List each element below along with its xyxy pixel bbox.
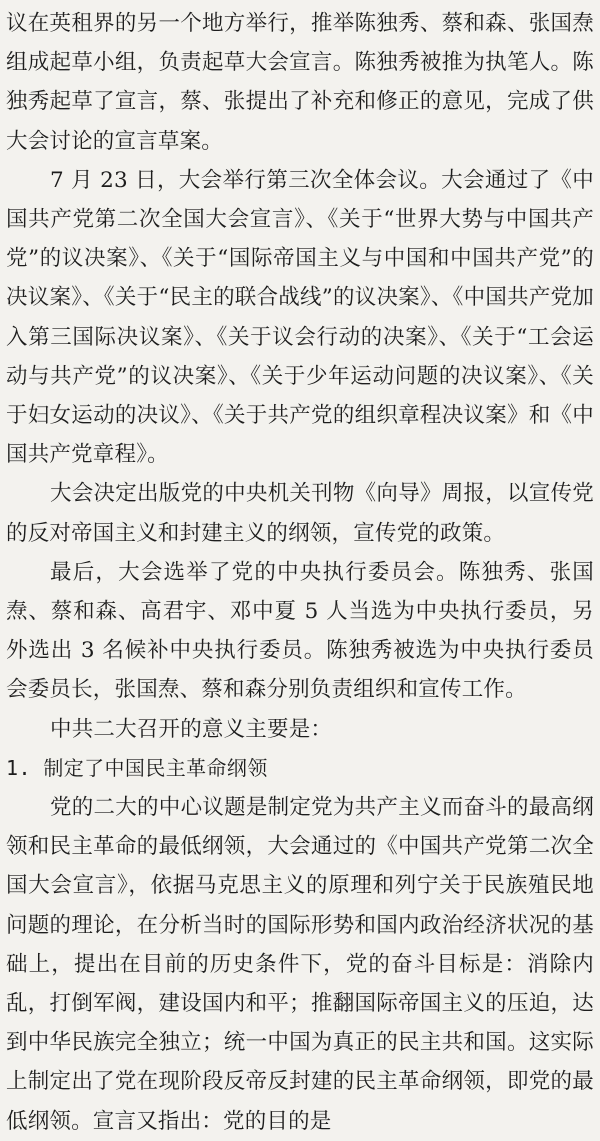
paragraph-drafting-committee: 议在英租界的另一个地方举行，推举陈独秀、蔡和森、张国焘组成起草小组，负责起草大会宣言。陈独秀被推为执笔人。陈独秀起草了宣言，蔡、张提出了补充和修正的意见，完成了供大会讨论的宣言草案。 [6,11,594,154]
paragraph-democratic-program: 党的二大的中心议题是制定党为共产主义而奋斗的最高纲领和民主革命的最低纲领，大会通过的《中国共产党第二次全国大会宣言》，依据马克思主义的原理和列宁关于民族殖民地问题的理论，在分析当时的国际形势和国内政治经济状况的基础上，提出在目前的历史条件下，党的奋斗目标是：消除内乱，打倒军阀，建设国内和平；推翻国际帝国主义的压迫，达到中华民族完全独立；统一中国为真正的民主共和国。这实际上制定出了党在现阶段反帝反封建的民主革命纲领，即党的最低纲领。宣言又指出：党的目的是 [6,795,594,1134]
paragraph-central-committee: 最后，大会选举了党的中央执行委员会。陈独秀、张国焘、蔡和森、高君宇、邓中夏 5 人当选为中央执行委员，另外选出 3 名候补中央执行委员。陈独秀被选为中央执行委员会委员长，张国焘、蔡和森分别负责组织和宣传工作。 [6,559,594,703]
paragraph-significance-intro: 中共二大召开的意义主要是： [50,716,333,742]
section-heading: 1. 制定了中国民主革命纲领 [6,755,268,780]
paragraph-guide-weekly: 大会决定出版党的中央机关刊物《向导》周报，以宣传党的反对帝国主义和封建主义的纲领，宣传党的政策。 [6,481,594,546]
paragraph-third-plenary: 7 月 23 日，大会举行第三次全体会议。大会通过了《中国共产党第二次全国大会宣言》、《关于“世界大势与中国共产党”的议决案》、《关于“国际帝国主义与中国和中国共产党”的决议案》、《关于“民主的联合战线”的议决案》、《中国共产党加入第三国际决议案》、《关于议会行动的决案》、《关于“工会运动与共产党”的议决案》、《关于少年运动问题的决议案》、《关于妇女运动的决议》、《关于共产党的组织章程决议案》和《中国共产党章程》。 [6,167,594,468]
